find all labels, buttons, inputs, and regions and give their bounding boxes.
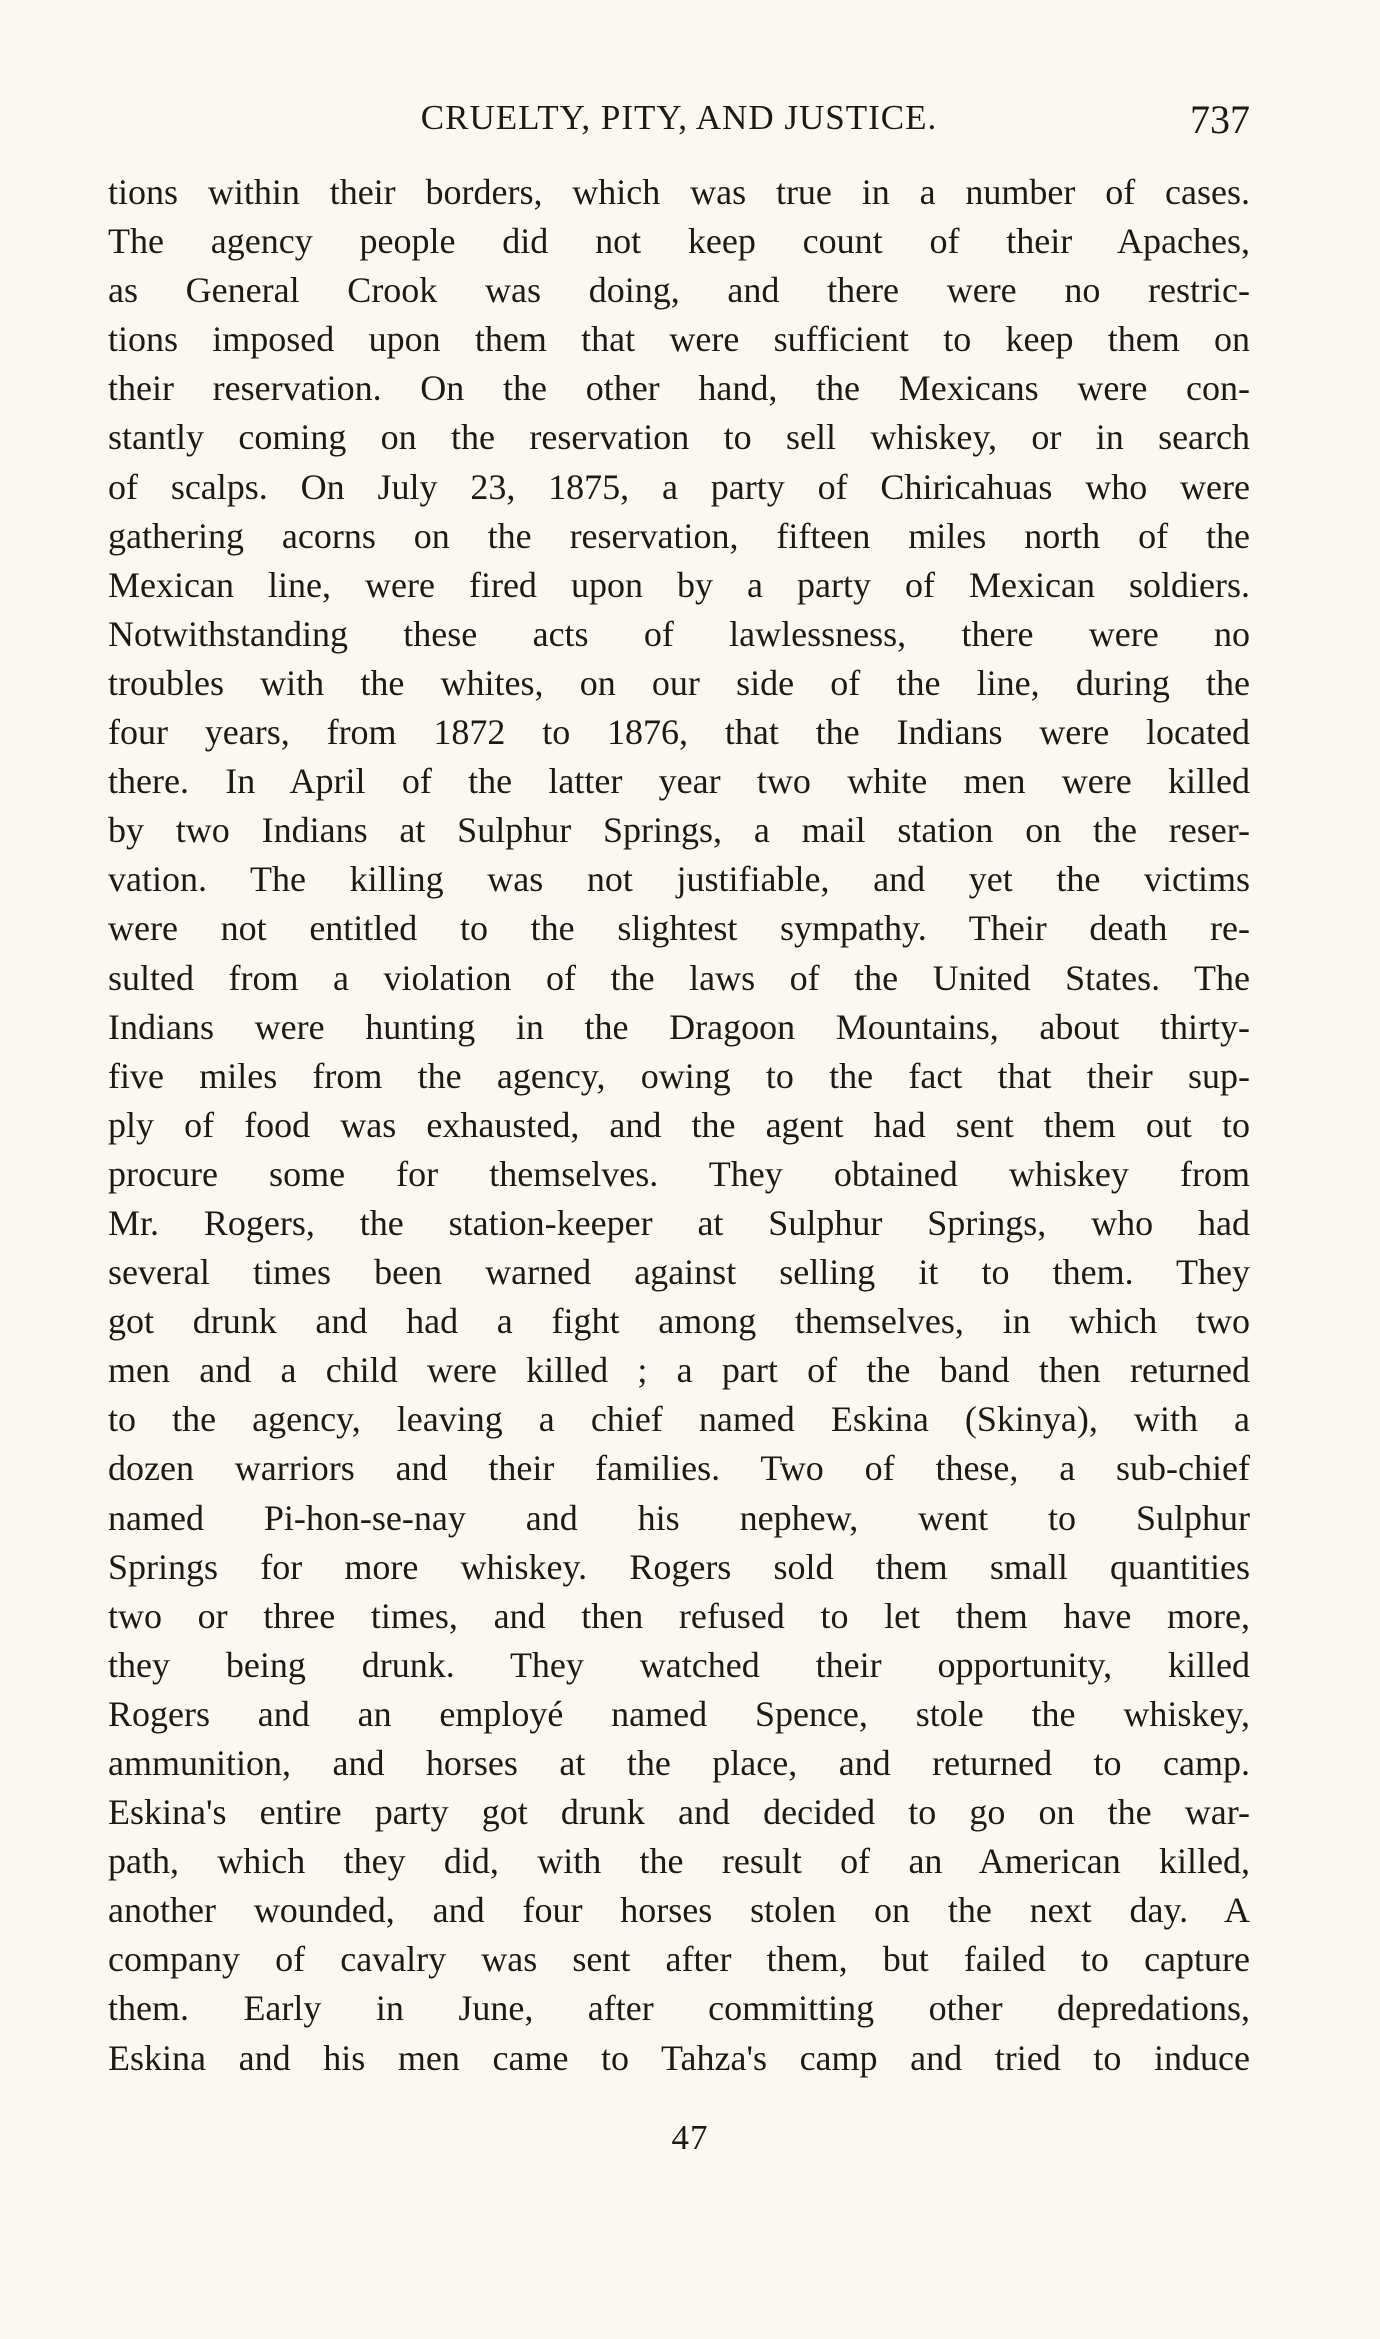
text-line: Mr. Rogers, the station-keeper at Sulphur Springs, who had bbox=[108, 1202, 1250, 1243]
signature-mark: 47 bbox=[671, 2118, 709, 2157]
text-line: troubles with the whites, on our side of the line, during the bbox=[108, 662, 1250, 703]
text-line: Notwithstanding these acts of lawlessness, there were no bbox=[108, 613, 1250, 654]
text-line: sulted from a violation of the laws of the United States. The bbox=[108, 957, 1250, 998]
text-line: five miles from the agency, owing to the fact that their sup- bbox=[108, 1055, 1250, 1096]
text-line: them. Early in June, after committing other depredations, bbox=[108, 1988, 1250, 2029]
text-line: several times been warned against selling it to them. They bbox=[108, 1252, 1250, 1293]
text-line: ply of food was exhausted, and the agent had sent them out to bbox=[108, 1104, 1250, 1145]
text-line: procure some for themselves. They obtained whiskey from bbox=[108, 1153, 1250, 1194]
text-line: got drunk and had a fight among themselves, in which two bbox=[108, 1301, 1250, 1342]
text-line: to the agency, leaving a chief named Eskina (Skinya), with a bbox=[108, 1399, 1250, 1440]
text-line: Rogers and an employé named Spence, stole the whiskey, bbox=[108, 1693, 1250, 1734]
text-line: tions imposed upon them that were sufficient to keep them on bbox=[108, 319, 1250, 360]
text-line: by two Indians at Sulphur Springs, a mail station on the reser- bbox=[108, 810, 1250, 851]
text-line: gathering acorns on the reservation, fifteen miles north of the bbox=[108, 515, 1250, 556]
text-line: ammunition, and horses at the place, and returned to camp. bbox=[108, 1743, 1250, 1783]
running-title: CRUELTY, PITY, AND JUSTICE. bbox=[420, 98, 938, 137]
text-line: vation. The killing was not justifiable, and yet the victims bbox=[108, 859, 1250, 900]
text-line: Eskina's entire party got drunk and decided to go on the war- bbox=[108, 1792, 1250, 1833]
body-text bbox=[108, 168, 1250, 2083]
text-line: four years, from 1872 to 1876, that the Indians were located bbox=[108, 712, 1250, 753]
text-line: named Pi-hon-se-nay and his nephew, went to Sulphur bbox=[108, 1497, 1250, 1538]
text-line: Eskina and his men came to Tahza's camp and tried to induce bbox=[108, 2037, 1250, 2078]
text-line: their reservation. On the other hand, the Mexicans were con- bbox=[108, 368, 1250, 409]
text-line: Indians were hunting in the Dragoon Mountains, about thirty- bbox=[108, 1006, 1250, 1047]
text-line: The agency people did not keep count of their Apaches, bbox=[108, 221, 1250, 262]
text-line: they being drunk. They watched their opportunity, killed bbox=[108, 1644, 1250, 1685]
text-line: of scalps. On July 23, 1875, a party of Chiricahuas who were bbox=[108, 466, 1250, 507]
text-line: company of cavalry was sent after them, but failed to capture bbox=[108, 1939, 1250, 1980]
text-line: dozen warriors and their families. Two of these, a sub-chief bbox=[108, 1448, 1250, 1489]
text-line: another wounded, and four horses stolen on the next day. A bbox=[108, 1890, 1250, 1931]
text-line: Springs for more whiskey. Rogers sold them small quantities bbox=[108, 1546, 1250, 1587]
text-line: Mexican line, were fired upon by a party of Mexican soldiers. bbox=[108, 564, 1250, 605]
text-line: tions within their borders, which was true in a number of cases. bbox=[108, 172, 1250, 212]
text-line: as General Crook was doing, and there were no restric- bbox=[108, 270, 1250, 311]
text-line: two or three times, and then refused to let them have more, bbox=[108, 1595, 1250, 1636]
text-line: were not entitled to the slightest sympathy. Their death re- bbox=[108, 908, 1250, 949]
text-line: path, which they did, with the result of an American killed, bbox=[108, 1841, 1250, 1882]
running-head bbox=[108, 96, 1250, 148]
text-line: there. In April of the latter year two white men were killed bbox=[108, 761, 1250, 802]
text-line: men and a child were killed ; a part of the band then returned bbox=[108, 1350, 1250, 1391]
page-number: 737 bbox=[1190, 97, 1250, 142]
text-line: stantly coming on the reservation to sell whiskey, or in search bbox=[108, 417, 1250, 458]
